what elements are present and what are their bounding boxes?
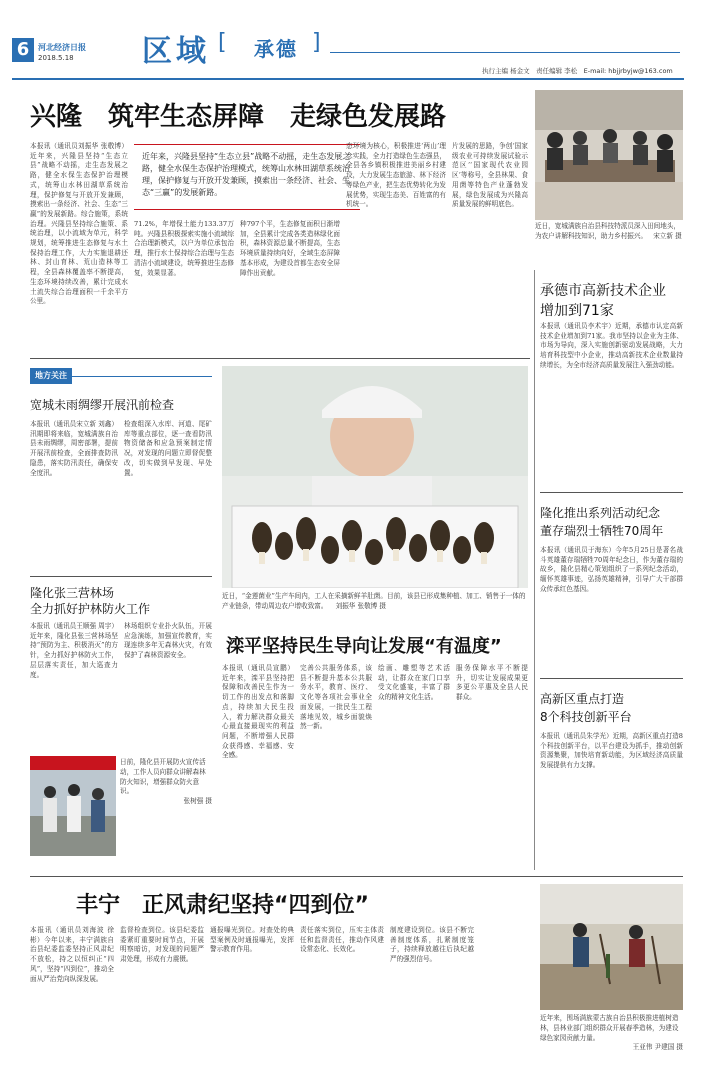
district-art2-col1: 本报讯（通讯员王顺强 周宇）近年来，隆化县张三营林场坚持“预防为主、积极消灭”的方针，全力抓好护林防火工作，层层落实责任，加大巡查力度。 <box>30 622 118 679</box>
lead-col-4: 态环境为核心，积极推进‘两山’理念实践，全力打造绿色生态强县，全县各乡镇积极推进美丽乡村建设，大力发展生态旅游、林下经济等绿色产业，把生态优势转化为发展优势，实现生态美、百姓富的有机统一。 <box>346 142 446 209</box>
right-top-title-2: 增加到71家 <box>540 303 614 319</box>
small-photo <box>30 756 116 856</box>
district-art2-title-2: 全力抓好护林防火工作 <box>30 602 151 616</box>
district-mid-rule <box>30 576 212 577</box>
meeting-scene-illustration <box>535 90 683 220</box>
luanping-col-4: 服务保障水平不断提升，切实让发展成果更多更公平惠及全县人民群众。 <box>456 664 528 702</box>
small-photo-caption-text: 日前，隆化县开展防火宣传活动，工作人员向群众讲解森林防火知识，增强群众防火意识。 <box>120 758 206 796</box>
longhua-body: 本报讯（通讯员于海东）今年5月25日是著名战斗英雄董存瑞牺牲70周年纪念日，作为董存瑞的故乡，隆化县精心策划组织了一系列纪念活动，缅怀英雄事迹，弘扬英雄精神，引导广大干部群众传承红色基因。 <box>540 546 683 593</box>
subsection-title: 承德 <box>254 37 298 61</box>
main-photo-caption-text: 近日，“金莲菌业”生产车间内，工人在采摘新鲜羊肚菌。目前，该县已形成集种植、加工、销售于一体的产业链条，带动周边农户增收致富。 <box>222 592 526 610</box>
gaoxin-top-rule <box>540 678 683 679</box>
main-photo-credit: 刘振华 张敬博 摄 <box>335 601 386 610</box>
right-top-title-1: 承德市高新技术企业 <box>540 283 666 299</box>
publicity-event-illustration <box>30 756 116 856</box>
paper-name: 河北经济日报 <box>38 43 86 52</box>
section-bracket-left: [ <box>218 30 227 55</box>
luanping-col-2: 完善公共服务体系，该县不断提升基本公共服务水平，教育、医疗、文化等各项社会事业全面发展，一批民生工程落地见效，城乡面貌焕然一新。 <box>300 664 372 731</box>
top-photo-caption-text: 近日，宽城满族自治县科技特派员深入田间地头，为农户讲解科技知识，助力乡村振兴。 <box>535 222 681 240</box>
section-title: 区域 <box>142 34 210 69</box>
longhua-title-2: 董存瑞烈士牺牲70周年 <box>540 524 664 538</box>
bottom-photo-caption <box>540 1014 683 1078</box>
fengning-col-4: 责任落实到位，压实主体责任和监督责任，推动作风建设常态化、长效化。 <box>300 926 384 954</box>
lead-headline: 兴隆 筑牢生态屏障 走绿色发展路 <box>30 102 447 132</box>
district-art1-col1: 本报讯（通讯员宋立新 刘鑫）汛期即将来临，宽城满族自治县未雨绸缪，周密部署，提前开展汛前检查，全面排查防汛隐患，落实防汛责任，确保安全度汛。 <box>30 420 118 477</box>
top-photo-credit: 宋立新 摄 <box>653 231 682 240</box>
main-photo <box>222 366 528 588</box>
district-art2-title-1: 隆化张三营林场 <box>30 586 115 600</box>
right-top-body: 本报讯（通讯员李术宇）近期，承德市认定高新技术企业增加到71家。我市坚持以企业为主体、市场为导向，深入实施创新驱动发展战略，大力培育科技型中小企业，推动高新技术企业数量持续增长，为全市经济高质量发展注入强劲动能。 <box>540 322 683 369</box>
fengning-top-rule <box>30 876 683 877</box>
district-art2-col2: 林场组织专业扑火队伍，开展应急演练，加强宣传教育，实现连续多年无森林火灾，有效保护了森林资源安全。 <box>124 622 212 660</box>
bottom-photo-caption-text: 近年来，围场满族蒙古族自治县积极推进植树造林，县林业部门组织群众开展春季造林，为建设绿色家园贡献力量。 <box>540 1014 679 1042</box>
fengning-headline: 丰宁 正风肃纪坚持“四到位” <box>76 893 369 918</box>
masthead-rule <box>330 52 680 53</box>
longhua-top-rule <box>540 492 683 493</box>
luanping-col-1: 本报讯（通讯员宣鹏）近年来，滦平县坚持把保障和改善民生作为一切工作的出发点和落脚点，持续加大民生投入，着力解决群众最关心最直接最现实的利益问题，不断增强人民群众获得感、幸福感、安全感。 <box>222 664 294 760</box>
top-photo-caption <box>535 222 683 262</box>
luanping-col-3: 绘画、雕塑等艺术活动，让群众在家门口享受文化盛宴，丰富了群众的精神文化生活。 <box>378 664 450 702</box>
mushroom-harvest-illustration <box>222 366 528 588</box>
tree-planting-illustration <box>540 884 683 1010</box>
district-art1-col2: 检查组深入水库、河道、尾矿库等重点部位，逐一查看防汛物资储备和应急预案制定情况，对发现的问题立即督促整改，切实做到早发现、早处置。 <box>124 420 212 477</box>
main-photo-caption <box>222 592 528 622</box>
fengning-col-3: 通报曝光到位。对查处的典型案例及时通报曝光，发挥警示教育作用。 <box>210 926 294 954</box>
right-column-divider <box>534 270 535 870</box>
masthead-bottom-rule <box>12 78 684 80</box>
top-photo <box>535 90 683 220</box>
lead-bottom-rule <box>30 358 530 359</box>
district-rule <box>72 376 212 377</box>
page-number: 6 <box>12 38 34 62</box>
gaoxin-title-2: 8个科技创新平台 <box>540 710 632 724</box>
issue-date: 2018.5.18 <box>38 54 74 62</box>
fengning-col-1: 本报讯（通讯员刘海波 徐彬）今年以来，丰宁满族自治县纪委监委坚持正风肃纪不放松，持之以恒纠正“四风”，坚持“四到位”，推动全面从严治党向纵深发展。 <box>30 926 114 983</box>
luanping-headline: 滦平坚持民生导向让发展“有温度” <box>226 636 502 657</box>
lead-col-5: 片发展的思路，争创‘国家级农业可持续发展试验示范区’‘国家现代农业园区’等称号，全县林果、食用菌等特色产业蓬勃发展，绿色发展成为兴隆高质量发展的鲜明底色。 <box>452 142 528 209</box>
bottom-photo-credit: 王亚伟 尹建国 摄 <box>632 1043 683 1052</box>
district-art1-title: 宽城未雨绸缪开展汛前检查 <box>30 398 175 412</box>
lead-summary-box <box>134 144 360 210</box>
fengning-col-5: 制度建设到位。该县不断完善制度体系，扎紧制度笼子，持续释放越往后执纪越严的强烈信号。 <box>390 926 474 964</box>
gaoxin-title-1: 高新区重点打造 <box>540 692 625 706</box>
district-label: 地方关注 <box>30 368 72 384</box>
lead-summary: 近年来，兴隆县坚持“生态立县”战略不动摇，走生态发展之路，健全水保生态保护治理模式，统筹山水林田湖草系统治理，保护修复与开放开发兼顾，摸索出一条经济、社会、生态“三赢”的发展新路。 <box>142 152 351 197</box>
masthead <box>0 0 708 80</box>
editor-line: 执行主编 杨金文 责任编辑 李松 E-mail: hbjjrbyjw@163.com <box>482 67 673 75</box>
small-photo-caption <box>120 758 212 858</box>
lead-col-3: 种797个平，生态修复面积日渐增加，全县累计完成各类造林绿化面积，森林资源总量不断提高，生态环境质量持续向好，全域生态屏障基本形成，为建设首都生态安全屏障作出贡献。 <box>240 220 340 277</box>
gaoxin-body: 本报讯（通讯员朱学光）近期，高新区重点打造8个科技创新平台，以平台建设为抓手，推动创新资源集聚，加快培育新动能，为区域经济高质量发展提供有力支撑。 <box>540 732 683 770</box>
fengning-col-2: 监督检查到位。该县纪委监委紧盯重要时间节点，开展明察暗访，对发现的问题严肃处理，形成有力震慑。 <box>120 926 204 964</box>
longhua-title-1: 隆化推出系列活动纪念 <box>540 506 661 520</box>
lead-col-1: 本报讯（通讯员刘振华 张敬博）近年来，兴隆县坚持“生态立县”战略不动摇，走生态发展之路，健全水保生态保护治理模式，统筹山水林田湖草系统治理，保护修复与开放开发兼顾，摸索出一条经济、社会、生态“三赢”的发展新路。综合施策，系统治理。兴隆县坚持综合施策、系统治理，以小流域为单元，科学规划，统筹推进生态修复与水土保持治理工作，大力实施退耕还林、封山育林、荒山造林等工程，全县森林覆盖率不断提高，生态环境持续改善，累计完成水土流失综合治理面积一千余平方公里。 <box>30 142 128 306</box>
small-photo-credit: 张树强 摄 <box>183 797 212 806</box>
section-bracket-right: ] <box>312 30 321 55</box>
lead-col-2: 71.2%，年增保土能力133.37万吨。兴隆县积极探索实施小流域综合治理新模式，以户为单位承包治理，推行水土保持综合治理与生态清洁小流域建设，统筹推进生态修复，效果显著。 <box>134 220 234 277</box>
bottom-photo <box>540 884 683 1010</box>
